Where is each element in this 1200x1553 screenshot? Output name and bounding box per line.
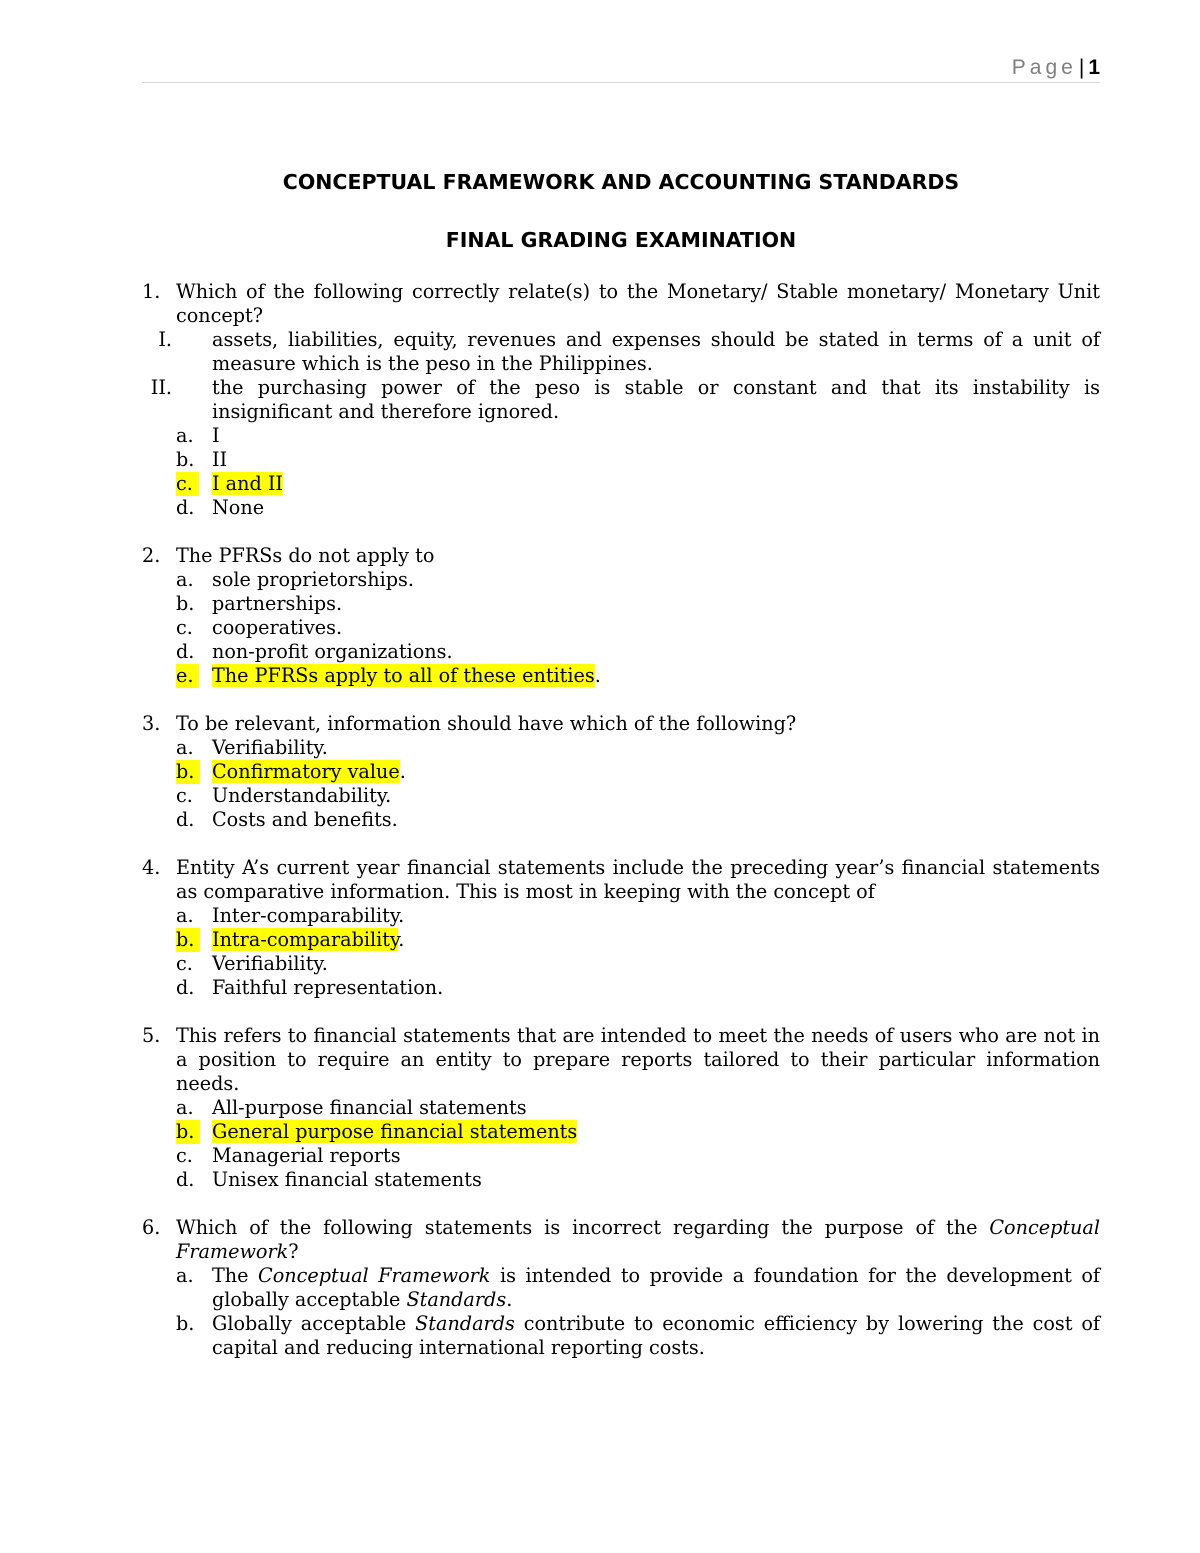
italic-term: Conceptual Framework	[258, 1264, 491, 1287]
statement-text: assets, liabilities, equity, revenues and expenses should be stated in terms of a unit of measure which is the peso in the Philippines.	[212, 328, 1100, 375]
option-b-highlighted-answer	[176, 760, 1100, 784]
option-c	[176, 616, 1100, 640]
question-text: Which of the following statements is incorrect regarding the purpose of the Conceptual Framework?	[176, 1216, 1100, 1263]
statement-numeral: II.	[150, 376, 172, 399]
question-2	[142, 544, 1100, 688]
question-6	[142, 1216, 1100, 1360]
document-subtitle: FINAL GRADING EXAMINATION	[445, 228, 797, 252]
option-tail: .	[594, 664, 601, 687]
statement-numeral: I.	[158, 328, 172, 351]
page-header	[142, 56, 1100, 83]
highlighted-answer-text: Intra-comparability	[212, 928, 399, 951]
option-letter: a.	[176, 568, 194, 591]
question-text: This refers to financial statements that are intended to meet the needs of users who are not in a position to require an entity to prepare reports tailored to their particular information needs.	[176, 1024, 1100, 1095]
option-letter: b.	[176, 592, 195, 615]
option-letter: e.	[176, 664, 199, 688]
option-d	[176, 496, 1100, 520]
option-text: Verifiability.	[212, 736, 328, 759]
option-text: cooperatives.	[212, 616, 343, 639]
question-number: 6.	[142, 1216, 161, 1239]
option-text: All-purpose financial statements	[212, 1096, 527, 1119]
option-d	[176, 640, 1100, 664]
option-text: Faithful representation.	[212, 976, 444, 999]
option-a	[176, 568, 1100, 592]
italic-term: Standards	[415, 1312, 515, 1335]
option-letter: a.	[176, 904, 194, 927]
option-c	[176, 1144, 1100, 1168]
option-text: II	[212, 448, 228, 471]
option-tail: .	[399, 760, 406, 783]
option-b	[176, 1312, 1100, 1360]
option-letter: b.	[176, 928, 200, 952]
option-text: Inter-comparability.	[212, 904, 405, 927]
option-b	[176, 448, 1100, 472]
option-letter: b.	[176, 760, 200, 784]
option-text: Understandability.	[212, 784, 392, 807]
option-text: None	[212, 496, 265, 519]
option-b-highlighted-answer	[176, 928, 1100, 952]
option-d	[176, 1168, 1100, 1192]
option-letter: c.	[176, 784, 193, 807]
question-number: 1.	[142, 280, 161, 303]
statement-ii	[150, 376, 1100, 424]
page-label: Page	[1011, 56, 1077, 79]
highlighted-answer-text: The PFRSs apply to all of these entities	[212, 664, 595, 687]
option-letter: a.	[176, 1096, 194, 1119]
option-tail: .	[398, 928, 405, 951]
option-b	[176, 592, 1100, 616]
italic-term: Conceptual Framework	[176, 1216, 1100, 1263]
option-a	[176, 736, 1100, 760]
option-b-highlighted-answer	[176, 1120, 1100, 1144]
question-text: Which of the following correctly relate(s) to the Monetary/ Stable monetary/ Monetary Unit concept?	[176, 280, 1100, 327]
question-text: The PFRSs do not apply to	[176, 544, 435, 567]
question-text: Entity A’s current year financial statements include the preceding year’s financial statements as comparative information. This is most in keeping with the concept of	[176, 856, 1100, 903]
option-letter: d.	[176, 808, 195, 831]
question-4	[142, 856, 1100, 1000]
question-1	[142, 280, 1100, 520]
option-letter: a.	[176, 1264, 194, 1287]
option-letter: a.	[176, 736, 194, 759]
option-a	[176, 904, 1100, 928]
italic-term: Standards	[406, 1288, 507, 1311]
document-title: CONCEPTUAL FRAMEWORK AND ACCOUNTING STANDARDS	[282, 170, 960, 194]
option-text: Globally acceptable Standards contribute to economic efficiency by lowering the cost of capital and reducing international reporting costs.	[212, 1312, 1101, 1359]
option-letter: a.	[176, 424, 194, 447]
option-c	[176, 784, 1100, 808]
statement-i	[158, 328, 1100, 376]
option-text: Unisex financial statements	[212, 1168, 482, 1191]
question-number: 5.	[142, 1024, 161, 1047]
option-letter: b.	[176, 448, 195, 471]
option-e-highlighted-answer	[176, 664, 1100, 688]
question-3	[142, 712, 1100, 832]
option-text: non-profit organizations.	[212, 640, 453, 663]
option-text: I	[212, 424, 220, 447]
option-d	[176, 976, 1100, 1000]
option-text: Verifiability.	[212, 952, 328, 975]
option-letter: c.	[176, 472, 199, 496]
highlighted-answer-text: Confirmatory value	[212, 760, 400, 783]
question-number: 4.	[142, 856, 161, 879]
option-a	[176, 1264, 1100, 1312]
option-letter: d.	[176, 1168, 195, 1191]
option-text: The Conceptual Framework is intended to provide a foundation for the development of globally acceptable Standards.	[212, 1264, 1101, 1311]
question-text: To be relevant, information should have which of the following?	[176, 712, 797, 735]
option-letter: b.	[176, 1120, 200, 1144]
option-letter: c.	[176, 616, 193, 639]
highlighted-answer-text: General purpose financial statements	[212, 1120, 578, 1143]
option-c	[176, 952, 1100, 976]
option-a	[176, 1096, 1100, 1120]
option-c-highlighted-answer	[176, 472, 1100, 496]
option-d	[176, 808, 1100, 832]
highlighted-answer-text: I and II	[212, 472, 284, 495]
option-letter: c.	[176, 952, 193, 975]
exam-questions	[142, 280, 1100, 1384]
option-text: Costs and benefits.	[212, 808, 398, 831]
option-text: Managerial reports	[212, 1144, 401, 1167]
page-number: 1	[1088, 56, 1100, 79]
question-number: 2.	[142, 544, 161, 567]
option-text: partnerships.	[212, 592, 343, 615]
option-a	[176, 424, 1100, 448]
option-letter: d.	[176, 640, 195, 663]
statement-text: the purchasing power of the peso is stable or constant and that its instability is insignificant and therefore ignored.	[212, 376, 1100, 423]
option-letter: d.	[176, 976, 195, 999]
question-5	[142, 1024, 1100, 1192]
option-letter: b.	[176, 1312, 195, 1335]
page-separator: |	[1078, 56, 1085, 79]
option-text: sole proprietorships.	[212, 568, 414, 591]
option-letter: d.	[176, 496, 195, 519]
option-letter: c.	[176, 1144, 193, 1167]
question-number: 3.	[142, 712, 161, 735]
